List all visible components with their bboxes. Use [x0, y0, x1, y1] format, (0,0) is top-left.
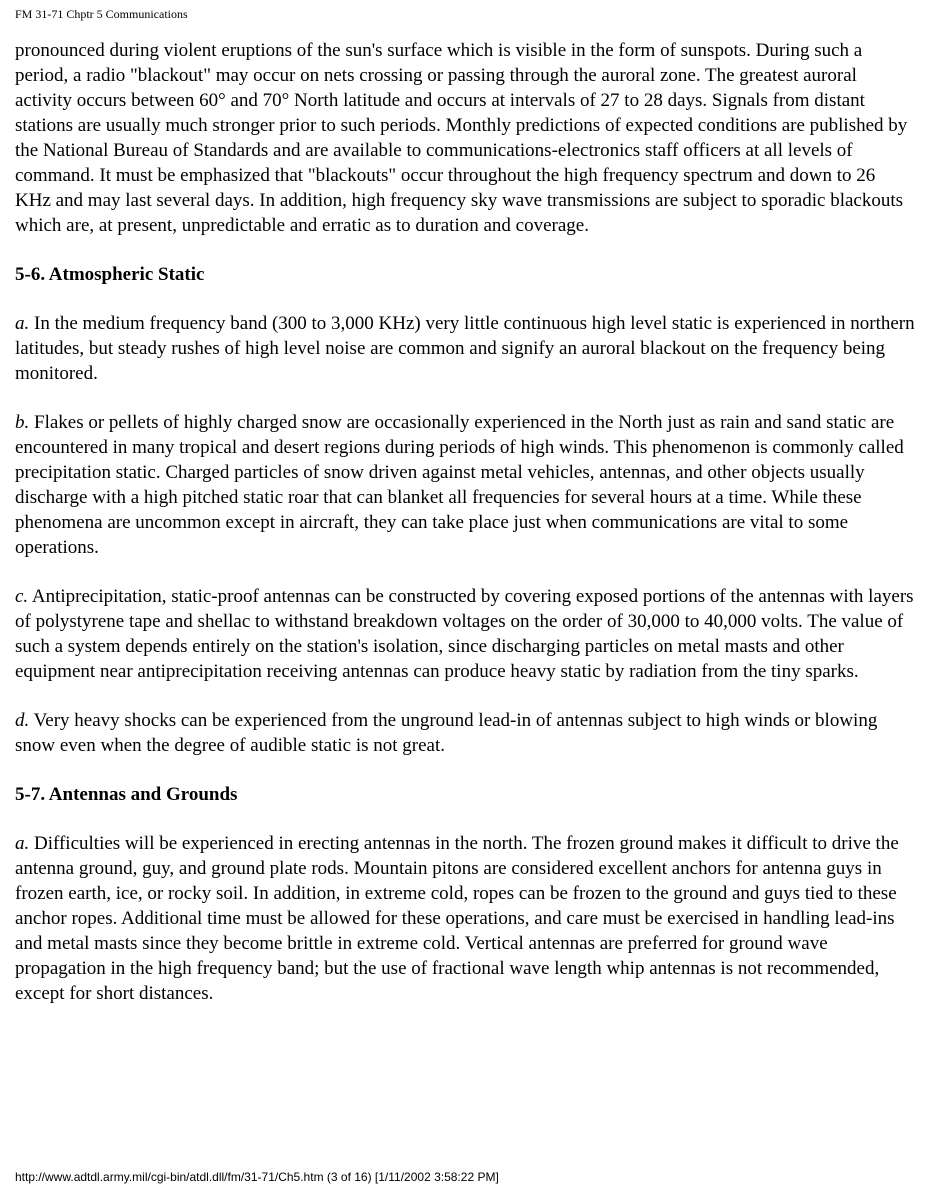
paragraph-text: Flakes or pellets of highly charged snow are occasionally experienced in the North just as rain and sand static are encountered in many tropical and desert regions during periods of high winds. This phenomenon is commonly called precipitation static. Charged particles of snow driven against metal vehicles, antennas, and other objects usually discharge with a high pitched static roar that can blanket all frequencies for several hours at a time. While these phenomena are uncommon except in aircraft, they can take place just when communications are vital to some operations. [15, 412, 904, 558]
paragraph-5-6-a [15, 311, 915, 386]
document-body [15, 38, 915, 1030]
paragraph-letter: d. [15, 710, 30, 731]
page-header: FM 31-71 Chptr 5 Communications [15, 7, 188, 21]
intro-paragraph: pronounced during violent eruptions of the sun's surface which is visible in the form of sunspots. During such a period, a radio "blackout" may occur on nets crossing or passing through the auroral zone. The greatest auroral activity occurs between 60° and 70° North latitude and occurs at intervals of 27 to 28 days. Signals from distant stations are usually much stronger prior to such periods. Monthly predictions of expected conditions are published by the National Bureau of Standards and are available to communications-electronics staff officers at all levels of command. It must be emphasized that "blackouts" occur throughout the high frequency spectrum and down to 26 KHz and may last several days. In addition, high frequency sky wave transmissions are subject to sporadic blackouts which are, at present, unpredictable and erratic as to duration and coverage. [15, 40, 908, 236]
section-heading-atmospheric-static: 5-6. Atmospheric Static [15, 264, 205, 285]
paragraph-letter: b. [15, 412, 30, 433]
paragraph-text: Difficulties will be experienced in erecting antennas in the north. The frozen ground makes it difficult to drive the antenna ground, guy, and ground plate rods. Mountain pitons are considered excellent anchors for antenna guys in frozen earth, ice, or rocky soil. In addition, in extreme cold, ropes can be frozen to the ground and guys tied to these anchor ropes. Additional time must be allowed for these operations, and care must be exercised in handling lead-ins and metal masts since they become brittle in extreme cold. Vertical antennas are preferred for ground wave propagation in the high frequency band; but the use of fractional wave length whip antennas is not recommended, except for short distances. [15, 833, 899, 1004]
paragraph-5-6-d [15, 708, 915, 758]
paragraph-5-7-a [15, 831, 915, 1006]
paragraph-text: In the medium frequency band (300 to 3,000 KHz) very little continuous high level static is experienced in northern latitudes, but steady rushes of high level noise are common and signify an auroral blackout on the frequency being monitored. [15, 313, 915, 384]
paragraph-text: Antiprecipitation, static-proof antennas can be constructed by covering exposed portions of the antennas with layers of polystyrene tape and shellac to withstand breakdown voltages on the order of 30,000 to 40,000 volts. The value of such a system depends entirely on the station's isolation, since discharging particles on metal masts and other equipment near antiprecipitation receiving antennas can produce heavy static by radiation from the tiny sparks. [15, 586, 914, 682]
section-heading-antennas-and-grounds: 5-7. Antennas and Grounds [15, 784, 238, 805]
paragraph-letter: a. [15, 313, 30, 334]
paragraph-5-6-c [15, 584, 915, 684]
page-footer-url: http://www.adtdl.army.mil/cgi-bin/atdl.dll/fm/31-71/Ch5.htm (3 of 16) [1/11/2002 3:58:22 PM] [15, 1170, 499, 1184]
paragraph-text: Very heavy shocks can be experienced from the unground lead-in of antennas subject to high winds or blowing snow even when the degree of audible static is not great. [15, 710, 878, 756]
paragraph-letter: a. [15, 833, 30, 854]
paragraph-5-6-b [15, 410, 915, 560]
paragraph-letter: c. [15, 586, 29, 607]
